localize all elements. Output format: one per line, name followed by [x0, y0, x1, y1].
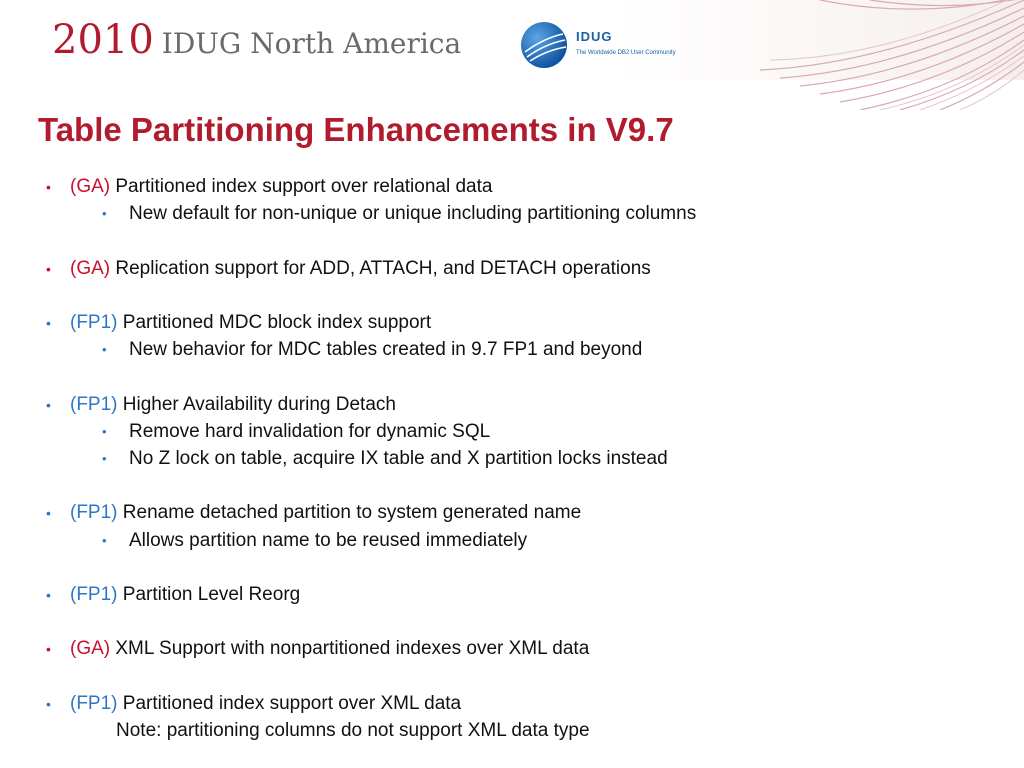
list-item-text: XML Support with nonpartitioned indexes over XML data: [110, 638, 590, 660]
conference-name: IDUG North America: [161, 27, 462, 60]
sub-bullet-icon: •: [102, 342, 107, 358]
list-item-text: Partitioned index support over relational data: [110, 176, 493, 197]
release-tag: (GA): [70, 176, 111, 197]
release-tag: (FP1): [70, 312, 118, 333]
list-item-text: Partitioned MDC block index support: [117, 312, 432, 333]
list-item-text: Rename detached partition to system generated name: [117, 502, 582, 524]
logo-tagline: The Worldwide DB2 User Community: [576, 50, 676, 56]
bullet-icon: •: [46, 315, 51, 331]
release-tag: (FP1): [70, 692, 118, 714]
sub-list-item: No Z lock on table, acquire IX table and X partition locks instead: [129, 448, 668, 469]
release-tag: (FP1): [70, 393, 118, 415]
logo-name: IDUG: [576, 29, 613, 44]
bullet-icon: •: [46, 260, 51, 277]
release-tag: (FP1): [70, 584, 118, 605]
release-tag: (FP1): [70, 502, 118, 524]
bullet-icon: •: [46, 695, 51, 712]
release-tag: (GA): [70, 257, 111, 279]
sub-list-item: Allows partition name to be reused immediately: [129, 529, 528, 551]
list-item: [70, 502, 581, 524]
list-item: [70, 312, 431, 334]
list-item-text: Higher Availability during Detach: [117, 393, 396, 415]
list-item: [70, 394, 396, 416]
list-item: [70, 584, 300, 606]
bullet-icon: •: [46, 505, 51, 522]
sub-bullet-icon: •: [102, 423, 107, 439]
list-item: [70, 638, 589, 660]
sub-bullet-icon: •: [102, 532, 107, 548]
list-item: [70, 258, 651, 280]
sub-list-item: New default for non-unique or unique including partitioning columns: [129, 203, 697, 225]
list-item-text: Partition Level Reorg: [117, 584, 301, 605]
note-text: Note: partitioning columns do not support XML data type: [116, 720, 590, 741]
bullet-icon: •: [46, 641, 51, 658]
sub-bullet-icon: •: [102, 206, 107, 222]
slide-title: Table Partitioning Enhancements in V9.7: [38, 111, 674, 148]
release-tag: (GA): [70, 638, 111, 660]
list-item-text: Replication support for ADD, ATTACH, and DETACH operations: [110, 257, 651, 279]
sub-list-item: New behavior for MDC tables created in 9.7 FP1 and beyond: [129, 339, 643, 361]
sub-bullet-icon: •: [102, 451, 107, 466]
bullet-icon: •: [46, 587, 51, 603]
conference-year: 2010: [52, 17, 154, 63]
list-item: [70, 693, 461, 715]
sub-list-item: Remove hard invalidation for dynamic SQL: [129, 420, 491, 442]
list-item-text: Partitioned index support over XML data: [117, 692, 462, 714]
bullet-icon: •: [46, 179, 51, 195]
bullet-icon: •: [46, 396, 51, 413]
list-item: [70, 176, 492, 198]
